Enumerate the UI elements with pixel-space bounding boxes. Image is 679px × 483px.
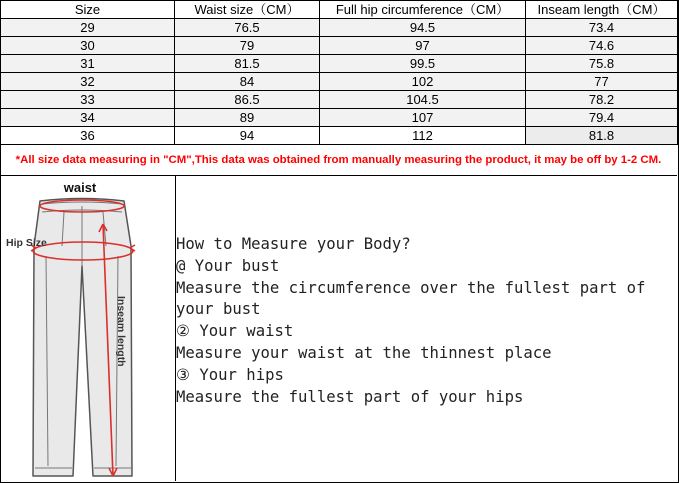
cell-size: 30 [1, 37, 175, 55]
howto-waist-text: Measure your waist at the thinnest place [176, 343, 552, 362]
cell-waist: 86.5 [175, 91, 320, 109]
cell-size: 29 [1, 19, 175, 37]
pants-diagram [0, 176, 175, 481]
cell-inseam: 75.8 [526, 55, 678, 73]
cell-size: 33 [1, 91, 175, 109]
inseam-length-label: Inseam length [115, 296, 127, 367]
pants-figure-panel [0, 176, 176, 481]
header-inseam: Inseam length（CM） [526, 1, 678, 19]
howto-hips-heading: ③ Your hips [176, 365, 284, 384]
cell-waist: 89 [175, 109, 320, 127]
size-chart-table [0, 0, 678, 145]
table-row [1, 55, 678, 73]
cell-size: 34 [1, 109, 175, 127]
hip-size-label: Hip Size [6, 237, 47, 249]
how-to-measure-text [176, 234, 676, 408]
cell-hip: 104.5 [320, 91, 526, 109]
table-row [1, 127, 678, 145]
table-row [1, 109, 678, 127]
table-row [1, 73, 678, 91]
howto-bust-text: Measure the circumference over the fullest part of [176, 278, 646, 297]
cell-waist: 94 [175, 127, 320, 145]
header-size: Size [1, 1, 175, 19]
header-waist: Waist size（CM） [175, 1, 320, 19]
cell-inseam: 77 [526, 73, 678, 91]
howto-bust-text-cont: your bust [176, 300, 261, 319]
cell-inseam: 81.8 [526, 127, 678, 145]
howto-hips-text: Measure the fullest part of your hips [176, 387, 524, 406]
waist-label: waist [63, 180, 97, 195]
cell-waist: 79 [175, 37, 320, 55]
cell-hip: 99.5 [320, 55, 526, 73]
measurement-note: *All size data measuring in "CM",This data was obtained from manually measuring the product, it may be off by 1-2 CM. [0, 144, 677, 176]
cell-hip: 112 [320, 127, 526, 145]
cell-size: 36 [1, 127, 175, 145]
howto-title: How to Measure your Body? [176, 235, 411, 253]
cell-hip: 102 [320, 73, 526, 91]
cell-hip: 94.5 [320, 19, 526, 37]
table-row [1, 37, 678, 55]
cell-hip: 97 [320, 37, 526, 55]
howto-bust-heading: @ Your bust [176, 256, 280, 275]
cell-hip: 107 [320, 109, 526, 127]
cell-inseam: 74.6 [526, 37, 678, 55]
header-hip: Full hip circumference（CM） [320, 1, 526, 19]
howto-waist-heading: ② Your waist [176, 322, 294, 341]
table-row [1, 19, 678, 37]
table-row [1, 91, 678, 109]
cell-size: 31 [1, 55, 175, 73]
cell-waist: 84 [175, 73, 320, 91]
cell-inseam: 78.2 [526, 91, 678, 109]
cell-waist: 76.5 [175, 19, 320, 37]
cell-inseam: 79.4 [526, 109, 678, 127]
cell-waist: 81.5 [175, 55, 320, 73]
table-header-row [1, 1, 678, 19]
cell-size: 32 [1, 73, 175, 91]
cell-inseam: 73.4 [526, 19, 678, 37]
